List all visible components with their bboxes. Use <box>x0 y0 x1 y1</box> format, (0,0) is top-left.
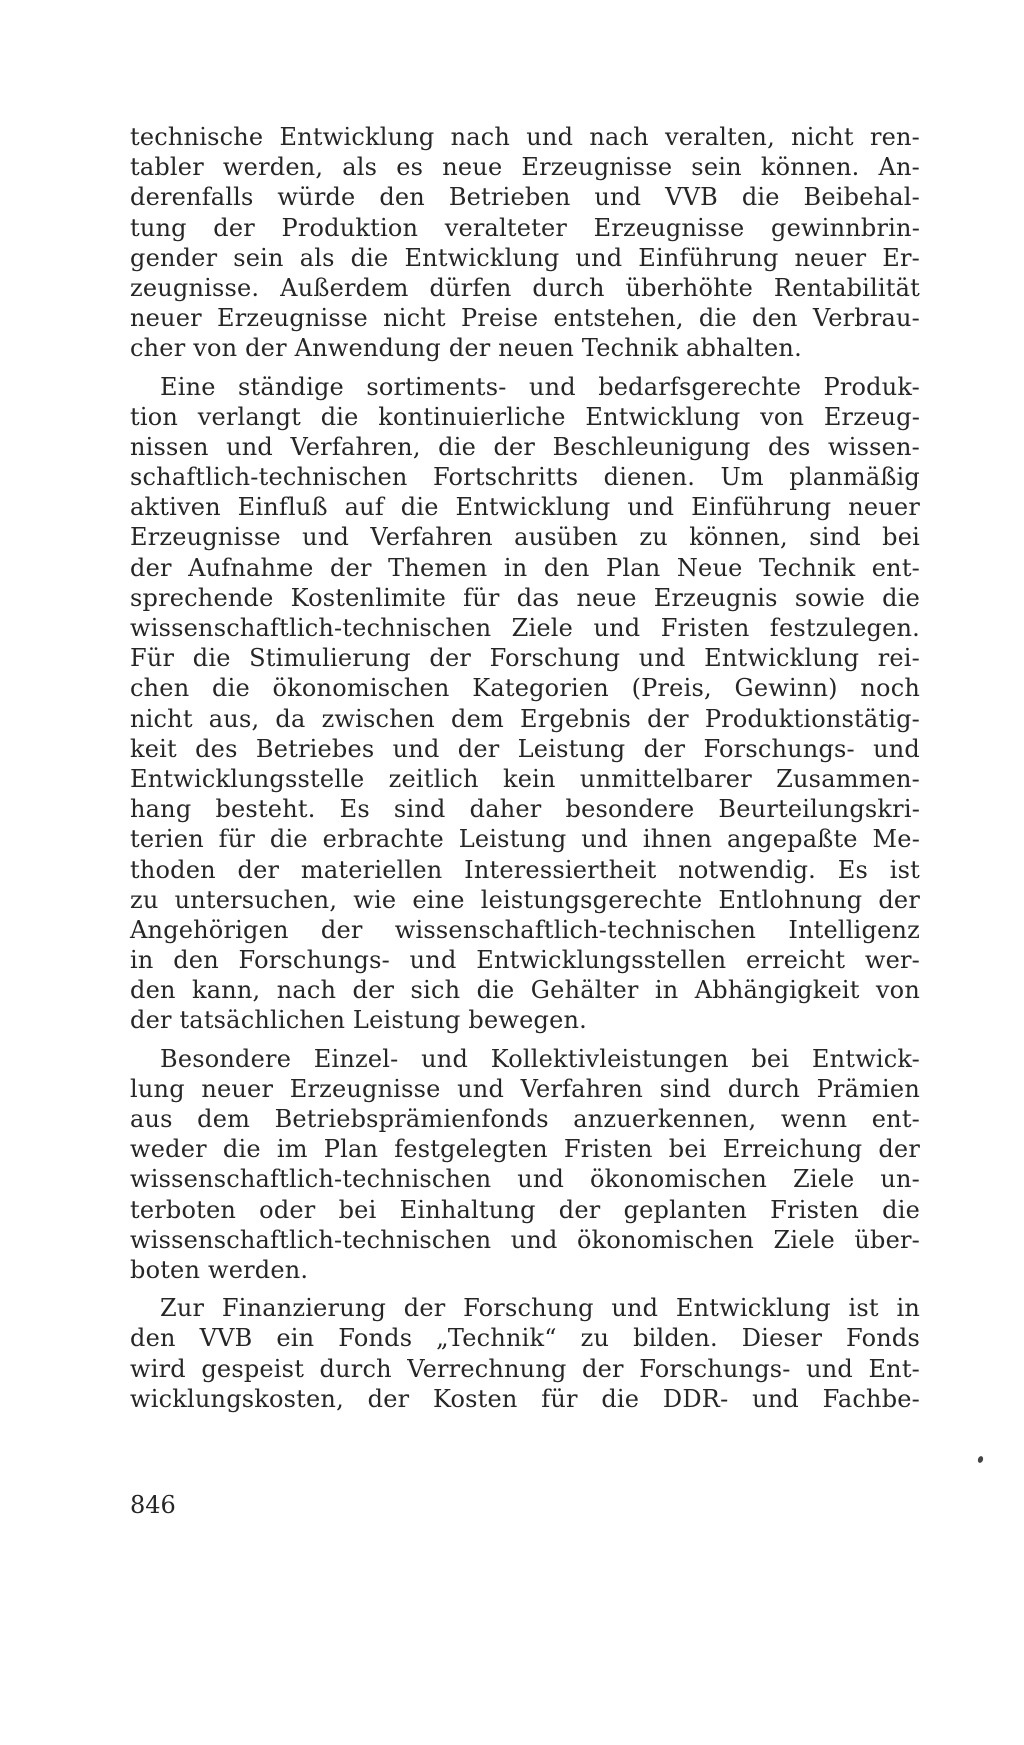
text-line: nicht aus, da zwischen dem Ergebnis der Produktionstätig- <box>130 704 920 733</box>
text-line: den kann, nach der sich die Gehälter in Abhängigkeit von <box>130 976 920 1005</box>
text-line: derenfalls würde den Betrieben und VVB die Beibehal- <box>130 183 920 212</box>
body-text <box>130 122 920 1414</box>
text-line: Erzeugnisse und Verfahren ausüben zu können, sind bei <box>130 523 920 552</box>
text-line: Zur Finanzierung der Forschung und Entwicklung ist in <box>160 1294 920 1323</box>
text-line: schaftlich-technischen Fortschritts dienen. Um planmäßig <box>130 463 920 492</box>
text-line: in den Forschungs- und Entwicklungsstellen erreicht wer- <box>130 946 920 975</box>
text-line: wissenschaftlich-technischen Ziele und Fristen festzulegen. <box>130 614 920 642</box>
paragraph <box>130 122 920 364</box>
text-line: tion verlangt die kontinuierliche Entwicklung von Erzeug- <box>130 402 920 431</box>
text-line: der tatsächlichen Leistung bewegen. <box>130 1006 587 1035</box>
text-line: Besondere Einzel- und Kollektivleistungen bei Entwick- <box>160 1044 920 1073</box>
text-line: Angehörigen der wissenschaftlich-technischen Intelligenz <box>130 915 920 944</box>
ink-speck <box>977 1455 984 1463</box>
paragraph <box>130 372 920 1036</box>
paragraph <box>130 1044 920 1286</box>
text-line: Für die Stimulierung der Forschung und Entwicklung rei- <box>130 644 920 673</box>
text-line: wissenschaftlich-technischen und ökonomischen Ziele un- <box>130 1165 920 1194</box>
page-number: 846 <box>130 1491 176 1519</box>
text-line: chen die ökonomischen Kategorien (Preis, Gewinn) noch <box>130 674 920 703</box>
text-line: tabler werden, als es neue Erzeugnisse sein können. An- <box>130 153 920 182</box>
text-line: der Aufnahme der Themen in den Plan Neue Technik ent- <box>130 553 920 582</box>
text-line: den VVB ein Fonds „Technik“ zu bilden. Dieser Fonds <box>130 1324 920 1353</box>
text-line: keit des Betriebes und der Leistung der Forschungs- und <box>130 734 920 763</box>
paragraph-gap <box>130 1285 920 1293</box>
paragraph-gap <box>130 364 920 372</box>
text-line: boten werden. <box>130 1255 309 1284</box>
text-line: aus dem Betriebsprämienfonds anzuerkennen, wenn ent- <box>130 1105 920 1133</box>
text-line: technische Entwicklung nach und nach veralten, nicht ren- <box>130 123 920 151</box>
text-line: wissenschaftlich-technischen und ökonomischen Ziele über- <box>130 1225 920 1254</box>
text-line: tung der Produktion veralteter Erzeugnisse gewinnbrin- <box>130 213 920 242</box>
text-line: thoden der materiellen Interessiertheit notwendig. Es ist <box>130 855 920 884</box>
text-line: lung neuer Erzeugnisse und Verfahren sind durch Prämien <box>130 1074 920 1103</box>
text-line: terien für die erbrachte Leistung und ihnen angepaßte Me- <box>130 825 920 854</box>
text-line: wird gespeist durch Verrechnung der Forschungs- und Ent- <box>130 1354 920 1383</box>
paragraph-gap <box>130 1036 920 1044</box>
text-line: zeugnisse. Außerdem dürfen durch überhöhte Rentabilität <box>130 273 920 302</box>
text-line: sprechende Kostenlimite für das neue Erzeugnis sowie die <box>130 583 920 612</box>
text-line: zu untersuchen, wie eine leistungsgerechte Entlohnung der <box>130 885 920 914</box>
text-line: hang besteht. Es sind daher besondere Beurteilungskri- <box>130 795 920 824</box>
text-line: gender sein als die Entwicklung und Einführung neuer Er- <box>130 243 920 272</box>
paragraph <box>130 1293 920 1414</box>
text-line: Eine ständige sortiments- und bedarfsgerechte Produk- <box>160 372 920 401</box>
text-line: aktiven Einfluß auf die Entwicklung und Einführung neuer <box>130 493 920 522</box>
text-line: Entwicklungsstelle zeitlich kein unmittelbarer Zusammen- <box>130 764 920 793</box>
text-line: neuer Erzeugnisse nicht Preise entstehen, die den Verbrau- <box>130 304 920 333</box>
text-line: cher von der Anwendung der neuen Technik abhalten. <box>130 334 802 363</box>
text-line: weder die im Plan festgelegten Fristen bei Erreichung der <box>130 1135 920 1164</box>
text-line: nissen und Verfahren, die der Beschleunigung des wissen- <box>130 432 920 461</box>
text-line: wicklungskosten, der Kosten für die DDR- und Fachbe- <box>130 1384 920 1413</box>
text-line: terboten oder bei Einhaltung der geplanten Fristen die <box>130 1195 920 1224</box>
